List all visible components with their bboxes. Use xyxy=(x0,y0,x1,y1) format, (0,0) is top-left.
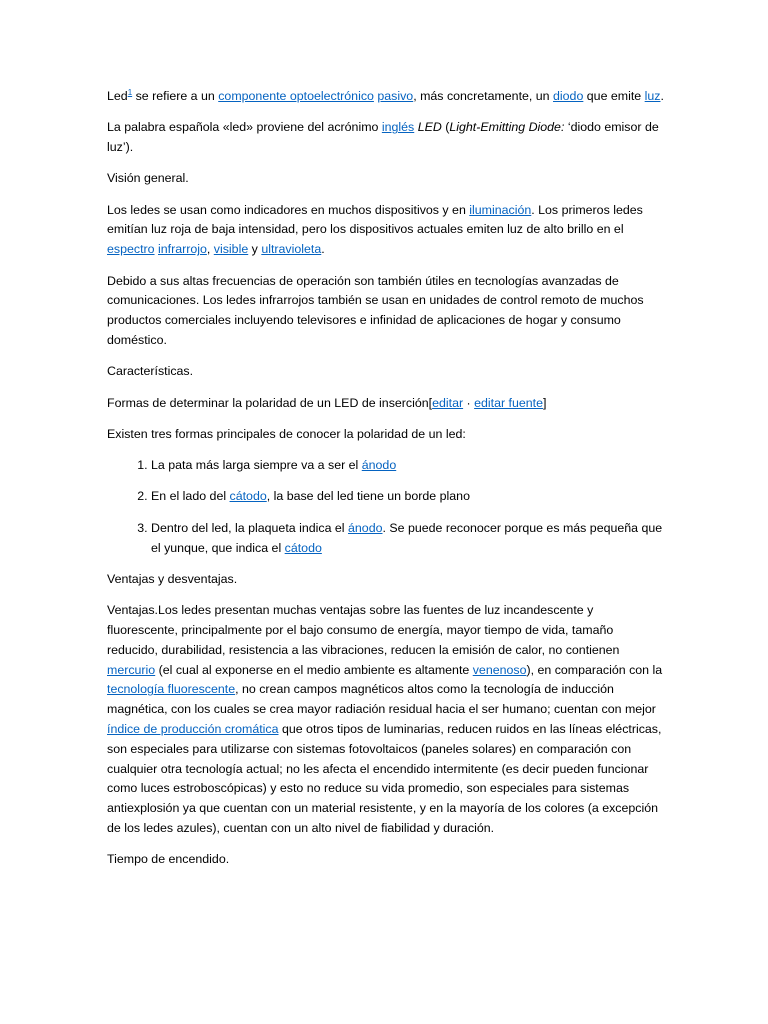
text: Los ledes se usan como indicadores en muchos dispositivos y en xyxy=(107,202,470,217)
text: , más concretamente, un xyxy=(413,89,554,103)
paragraph-polarity-intro: Existen tres formas principales de conocer la polaridad de un led: xyxy=(107,426,466,441)
text: (el cual al exponerse en el medio ambiente es altamente xyxy=(155,662,473,677)
link-diodo[interactable]: diodo xyxy=(553,89,584,103)
text: En el lado del xyxy=(151,489,230,504)
link-indice-produccion-cromatica[interactable]: índice de producción cromática xyxy=(107,721,279,736)
footnote-link[interactable]: 1 xyxy=(127,88,133,97)
text: Led xyxy=(107,89,128,103)
link-catodo[interactable]: cátodo xyxy=(284,540,322,555)
heading-vision-general: Visión general. xyxy=(107,171,189,186)
text: Dentro del led, la plaqueta indica el xyxy=(151,520,349,535)
link-luz[interactable]: luz xyxy=(644,89,661,103)
text: ‘diodo emisor de luz’). xyxy=(107,120,659,155)
text-italic: LED xyxy=(417,120,442,135)
paragraph-communications: Debido a sus altas frecuencias de operación son también útiles en tecnologías avanzadas de comunicaciones. Los ledes infrarrojos también se usan en unidades de control remoto de muchos productos comerciales incluyendo televisores e infinidad de aplicaciones de hogar y consumo doméstico. xyxy=(107,273,644,347)
text: , no crean campos magnéticos altos como la tecnología de inducción magnética, con los cuales se crea mayor radiación residual hacia el ser humano; cuentan con mejor xyxy=(107,682,656,717)
text: Formas de determinar la polaridad de un LED de inserción[ xyxy=(107,395,433,410)
text: que emite xyxy=(583,89,645,103)
link-anodo[interactable]: ánodo xyxy=(348,520,383,535)
text: y xyxy=(248,242,262,257)
text: . Se puede reconocer porque es más pequeña que el yunque, que indica el xyxy=(151,520,663,555)
text: La pata más larga siempre va a ser el xyxy=(151,458,362,473)
paragraph-advantages xyxy=(107,601,667,839)
link-editar-fuente[interactable]: editar fuente xyxy=(474,395,543,410)
link-componente-optoelectronico[interactable]: componente optoelectrónico xyxy=(218,89,374,103)
link-pasivo[interactable]: pasivo xyxy=(377,89,414,103)
text: , la base del led tiene un borde plano xyxy=(266,489,470,504)
link-ingles[interactable]: inglés xyxy=(381,120,415,135)
paragraph-uses xyxy=(107,201,667,260)
text: , xyxy=(206,242,214,257)
heading-ventajas: Ventajas y desventajas. xyxy=(107,571,238,586)
text: se refiere a un xyxy=(132,89,219,103)
text: Ventajas.Los ledes presentan muchas ventajas sobre las fuentes de luz incandescente y fluorescente, principalmente por el bajo consumo de energía, mayor tiempo de vida, tamaño reducido, durabilidad, resistencia a las vibraciones, reducen la emisión de calor, no contienen xyxy=(107,603,620,657)
text-italic: Light-Emitting Diode: xyxy=(449,120,565,135)
link-espectro[interactable]: espectro xyxy=(107,242,155,257)
list-item xyxy=(151,456,667,476)
text: La palabra española «led» proviene del acrónimo xyxy=(107,120,382,135)
paragraph-polarity-title xyxy=(107,394,667,414)
document-body xyxy=(107,87,667,882)
heading-caracteristicas: Características. xyxy=(107,364,194,379)
link-tecnologia-fluorescente[interactable]: tecnología fluorescente xyxy=(107,682,236,697)
heading-tiempo-encendido: Tiempo de encendido. xyxy=(107,852,230,867)
link-visible[interactable]: visible xyxy=(213,242,249,257)
text: . xyxy=(321,242,325,257)
text: ( xyxy=(441,120,450,135)
paragraph-intro xyxy=(107,87,667,107)
text: que otros tipos de luminarias, reducen ruidos en las líneas eléctricas, son especiales para utilizarse con sistemas fotovoltaicos (paneles solares) en comparación con cualquier otra tecnología actual; no les afecta el encendido intermitente (es decir pueden funcionar como luces estroboscópicas) y esto no reduce su vida promedio, son especiales para sistemas antiexplosión ya que cuentan con un material resistente, y en la mayoría de los colores (a excepción de los ledes azules), cuentan con un alto nivel de fiabilidad y duración. xyxy=(107,721,662,835)
text: · xyxy=(463,395,475,410)
text: ), en comparación con la xyxy=(526,662,663,677)
link-catodo[interactable]: cátodo xyxy=(229,489,267,504)
link-venenoso[interactable]: venenoso xyxy=(472,662,527,677)
text: . xyxy=(660,89,664,103)
list-item xyxy=(151,487,667,507)
link-infrarrojo[interactable]: infrarrojo xyxy=(157,242,207,257)
link-editar[interactable]: editar xyxy=(432,395,464,410)
link-iluminacion[interactable]: iluminación xyxy=(469,202,532,217)
link-mercurio[interactable]: mercurio xyxy=(107,662,156,677)
link-ultravioleta[interactable]: ultravioleta xyxy=(261,242,322,257)
polarity-list xyxy=(107,456,667,558)
paragraph-etymology xyxy=(107,118,667,158)
list-item xyxy=(151,519,667,559)
text: . Los primeros ledes emitían luz roja de baja intensidad, pero los dispositivos actuales emiten luz de alto brillo en el xyxy=(107,202,643,237)
link-anodo[interactable]: ánodo xyxy=(361,458,397,473)
text: ] xyxy=(543,395,547,410)
